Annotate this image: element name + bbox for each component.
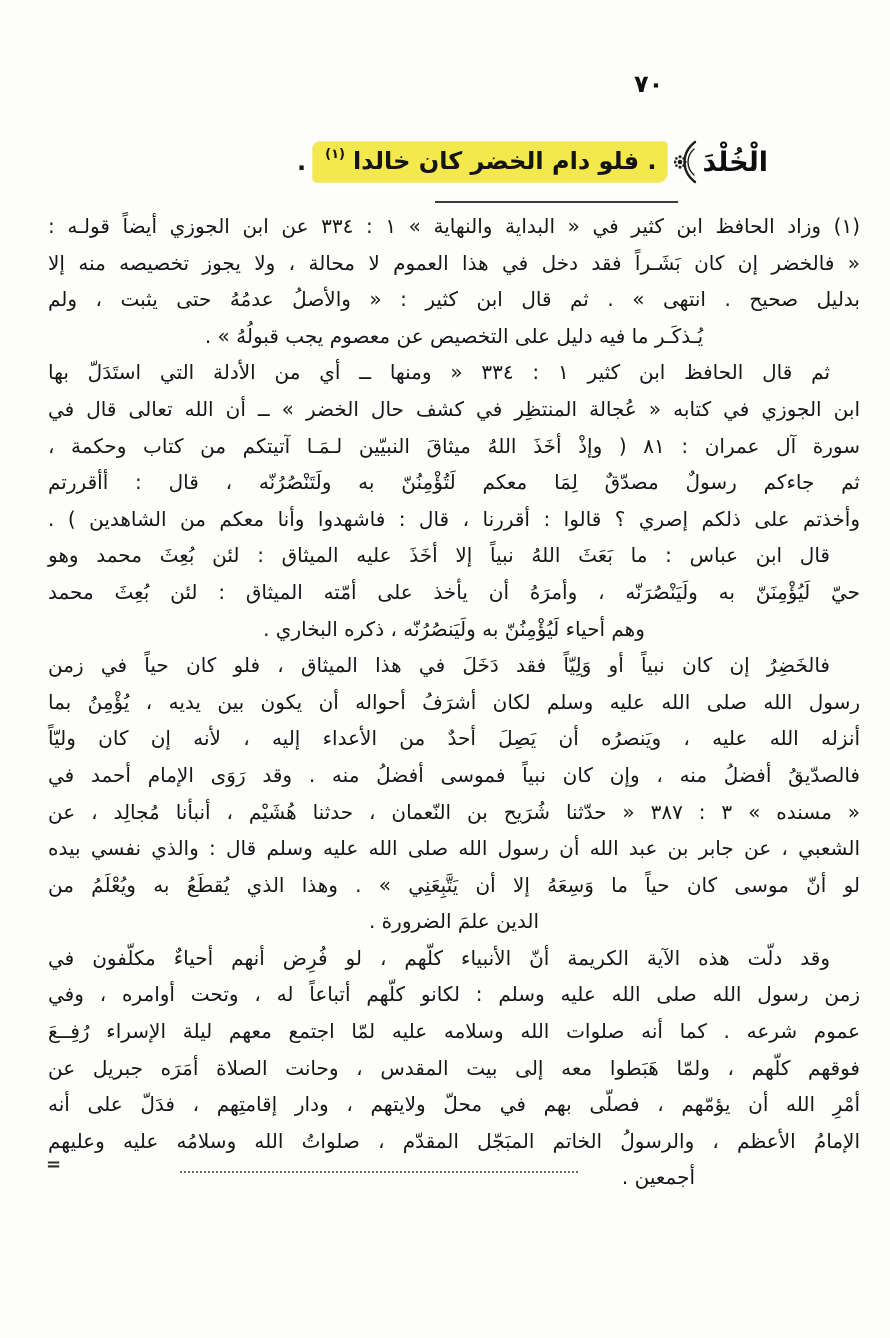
footnote-paragraph bbox=[48, 647, 860, 940]
footnote-continuation-mark: = bbox=[46, 1154, 62, 1175]
footnote-line: ثم جاءكم رسولٌ مصدّقٌ لِمَا معكم لَتُؤْمِنُنّ به ولَتَنْصُرُنّه ، قال : أأقررتم bbox=[48, 470, 860, 495]
footnote-paragraph bbox=[48, 354, 860, 537]
footnote-line: عموم شرعه . كما أنه صلوات الله وسلامه عليه لمّا اجتمع معهم ليلة الإسراء رُفِــعَ bbox=[48, 1019, 860, 1044]
footnote-line: قال ابن عباس : ما بَعَثَ اللهُ نبياً إلا أخَذَ عليه الميثاق : لئن بُعِثَ محمد وهو bbox=[48, 543, 830, 568]
quran-verse-word: الْخُلْدَ bbox=[702, 146, 768, 178]
highlighted-phrase-text: . فلو دام الخضر كان خالدا bbox=[352, 146, 657, 175]
footnote-line: سورة آل عمران : ٨١ ( وإذْ أخَذَ اللهُ ميثاقَ النبيّين لـمَـا آتيتكم من كتاب وحكمة ، bbox=[48, 433, 860, 458]
footnote-line: (١) وزاد الحافظ ابن كثير في « البداية والنهاية » ١ : ٣٣٤ عن ابن الجوزي أيضاً قولـه : bbox=[48, 214, 860, 238]
footnote-text bbox=[48, 208, 860, 1196]
footnote-line: ابن الجوزي في كتابه « عُجالة المنتظِر في كشف حال الخضر » ــ أن الله تعالى قال في bbox=[48, 396, 860, 421]
footnote-line: وهم أحياء لَيُؤْمِنُنّ به ولَيَنصُرُنّه ، ذكره البخاري . bbox=[263, 616, 645, 641]
footnote-line: وقد دلّت هذه الآية الكريمة أنّ الأنبياء كلّهم ، لو فُرِض أنهم أحياءٌ مكلّفون في bbox=[48, 945, 830, 970]
footnote-line: فالصدّيقُ أفضلُ منه ، وإن كان نبياً فموسى أفضلُ منه . وقد رَوَى الإمام أحمد في bbox=[48, 762, 860, 787]
footnote-line: الإمامُ الأعظم ، والرسولُ الخاتم المبَجّل المقدّم ، صلواتُ الله وسلامُه عليه وعليهم bbox=[48, 1128, 860, 1153]
footnote-reference-marker: (١) bbox=[325, 146, 345, 162]
footnote-line: لو أنّ موسى كان حياً ما وَسِعَهُ إلا أن يَتَّبِعَنِي » . وهذا الذي يُقطَعُ به ويُعْلَمُ من bbox=[48, 872, 860, 897]
footnote-line: حيّ لَيُؤْمِنَنّ به ولَيَنْصُرَنّه ، وأمرَهُ أن يأخذ على أمّته الميثاق : لئن بُعِثَ محمد bbox=[48, 579, 860, 604]
highlighted-phrase bbox=[313, 142, 666, 183]
end-of-verse-ornament-icon bbox=[674, 140, 698, 184]
footnote-line: أجمعين . bbox=[621, 1165, 695, 1190]
footnote-line: أمْرِ الله أن يؤمّهم ، فصلّى بهم في محلّ ولايتهم ، ودار إقامتِهم ، فدَلّ على أنه bbox=[48, 1092, 860, 1117]
heading-line bbox=[297, 133, 768, 191]
footnote-line: ثم قال الحافظ ابن كثير ١ : ٣٣٤ « ومنها ــ أي من الأدلة التي استَدَلّ بها bbox=[48, 360, 831, 385]
footnote-line: فوقهم كلّهم ، ولمّا هَبَطوا معه إلى بيت المقدس ، وحانت الصلاة أمَرَه جبريل عن bbox=[48, 1055, 860, 1080]
footnote-paragraph bbox=[48, 537, 860, 647]
footnote-line: وأخذتم على ذلكم إصري ؟ قالوا : أقررنا ، قال : فاشهدوا وأنا معكم من الشاهدين ) . bbox=[48, 506, 860, 531]
footnote-line: يُـذكَـر ما فيه دليل على التخصيص عن معصوم يجب قبولُهُ » . bbox=[204, 323, 704, 348]
footnote-paragraph bbox=[48, 940, 860, 1196]
footnote-line: « مسنده » ٣ : ٣٨٧ « حدّثنا شُرَيح بن النّعمان ، حدثنا هُشَيْم ، أنبأنا مُجالِد ، عن bbox=[48, 799, 860, 824]
footnote-paragraph bbox=[48, 208, 860, 354]
heading-end-period: . bbox=[296, 148, 307, 176]
footnote-separator-rule bbox=[435, 201, 678, 203]
page-number: ٧٠ bbox=[634, 70, 664, 98]
footnote-line: الشعبي ، عن جابر بن عبد الله أن رسول الله صلى الله عليه وسلم قال : والذي نفسي بيده bbox=[48, 836, 860, 861]
footnote-line: أنزله الله عليه ، ويَنصرُه أن يَصِلَ أحدٌ من الأعداء إليه ، لأنه إن كان وليّاً bbox=[48, 726, 860, 751]
footnote-line: فالخَضِرُ إن كان نبياً أو وَلِيّاً فقد دَخَلَ في هذا الميثاق ، فلو كان حياً في زمن bbox=[48, 653, 830, 678]
footnote-line: زمن رسول الله صلى الله عليه وسلم : لكانو كلّهم أتباعاً له ، وتحت أوامره ، وفي bbox=[48, 982, 860, 1007]
footnote-line: بدليل صحيح . انتهى » . ثم قال ابن كثير : « والأصلُ عدمُهُ حتى يثبت ، ولم bbox=[48, 287, 860, 312]
footnote-line: « فالخضر إن كان بَشَـراً فقد دخل في هذا العموم لا محالة ، ولا يجوز تخصيصه منه إلا bbox=[48, 250, 860, 275]
footnote-continuation-rule bbox=[180, 1171, 578, 1173]
footnote-line: رسول الله صلى الله عليه وسلم لكان أشرَفُ أحواله أن يكون بين يديه ، يُؤْمِنُ بما bbox=[48, 689, 860, 714]
footnote-line: الدين علمَ الضرورة . bbox=[368, 909, 540, 934]
